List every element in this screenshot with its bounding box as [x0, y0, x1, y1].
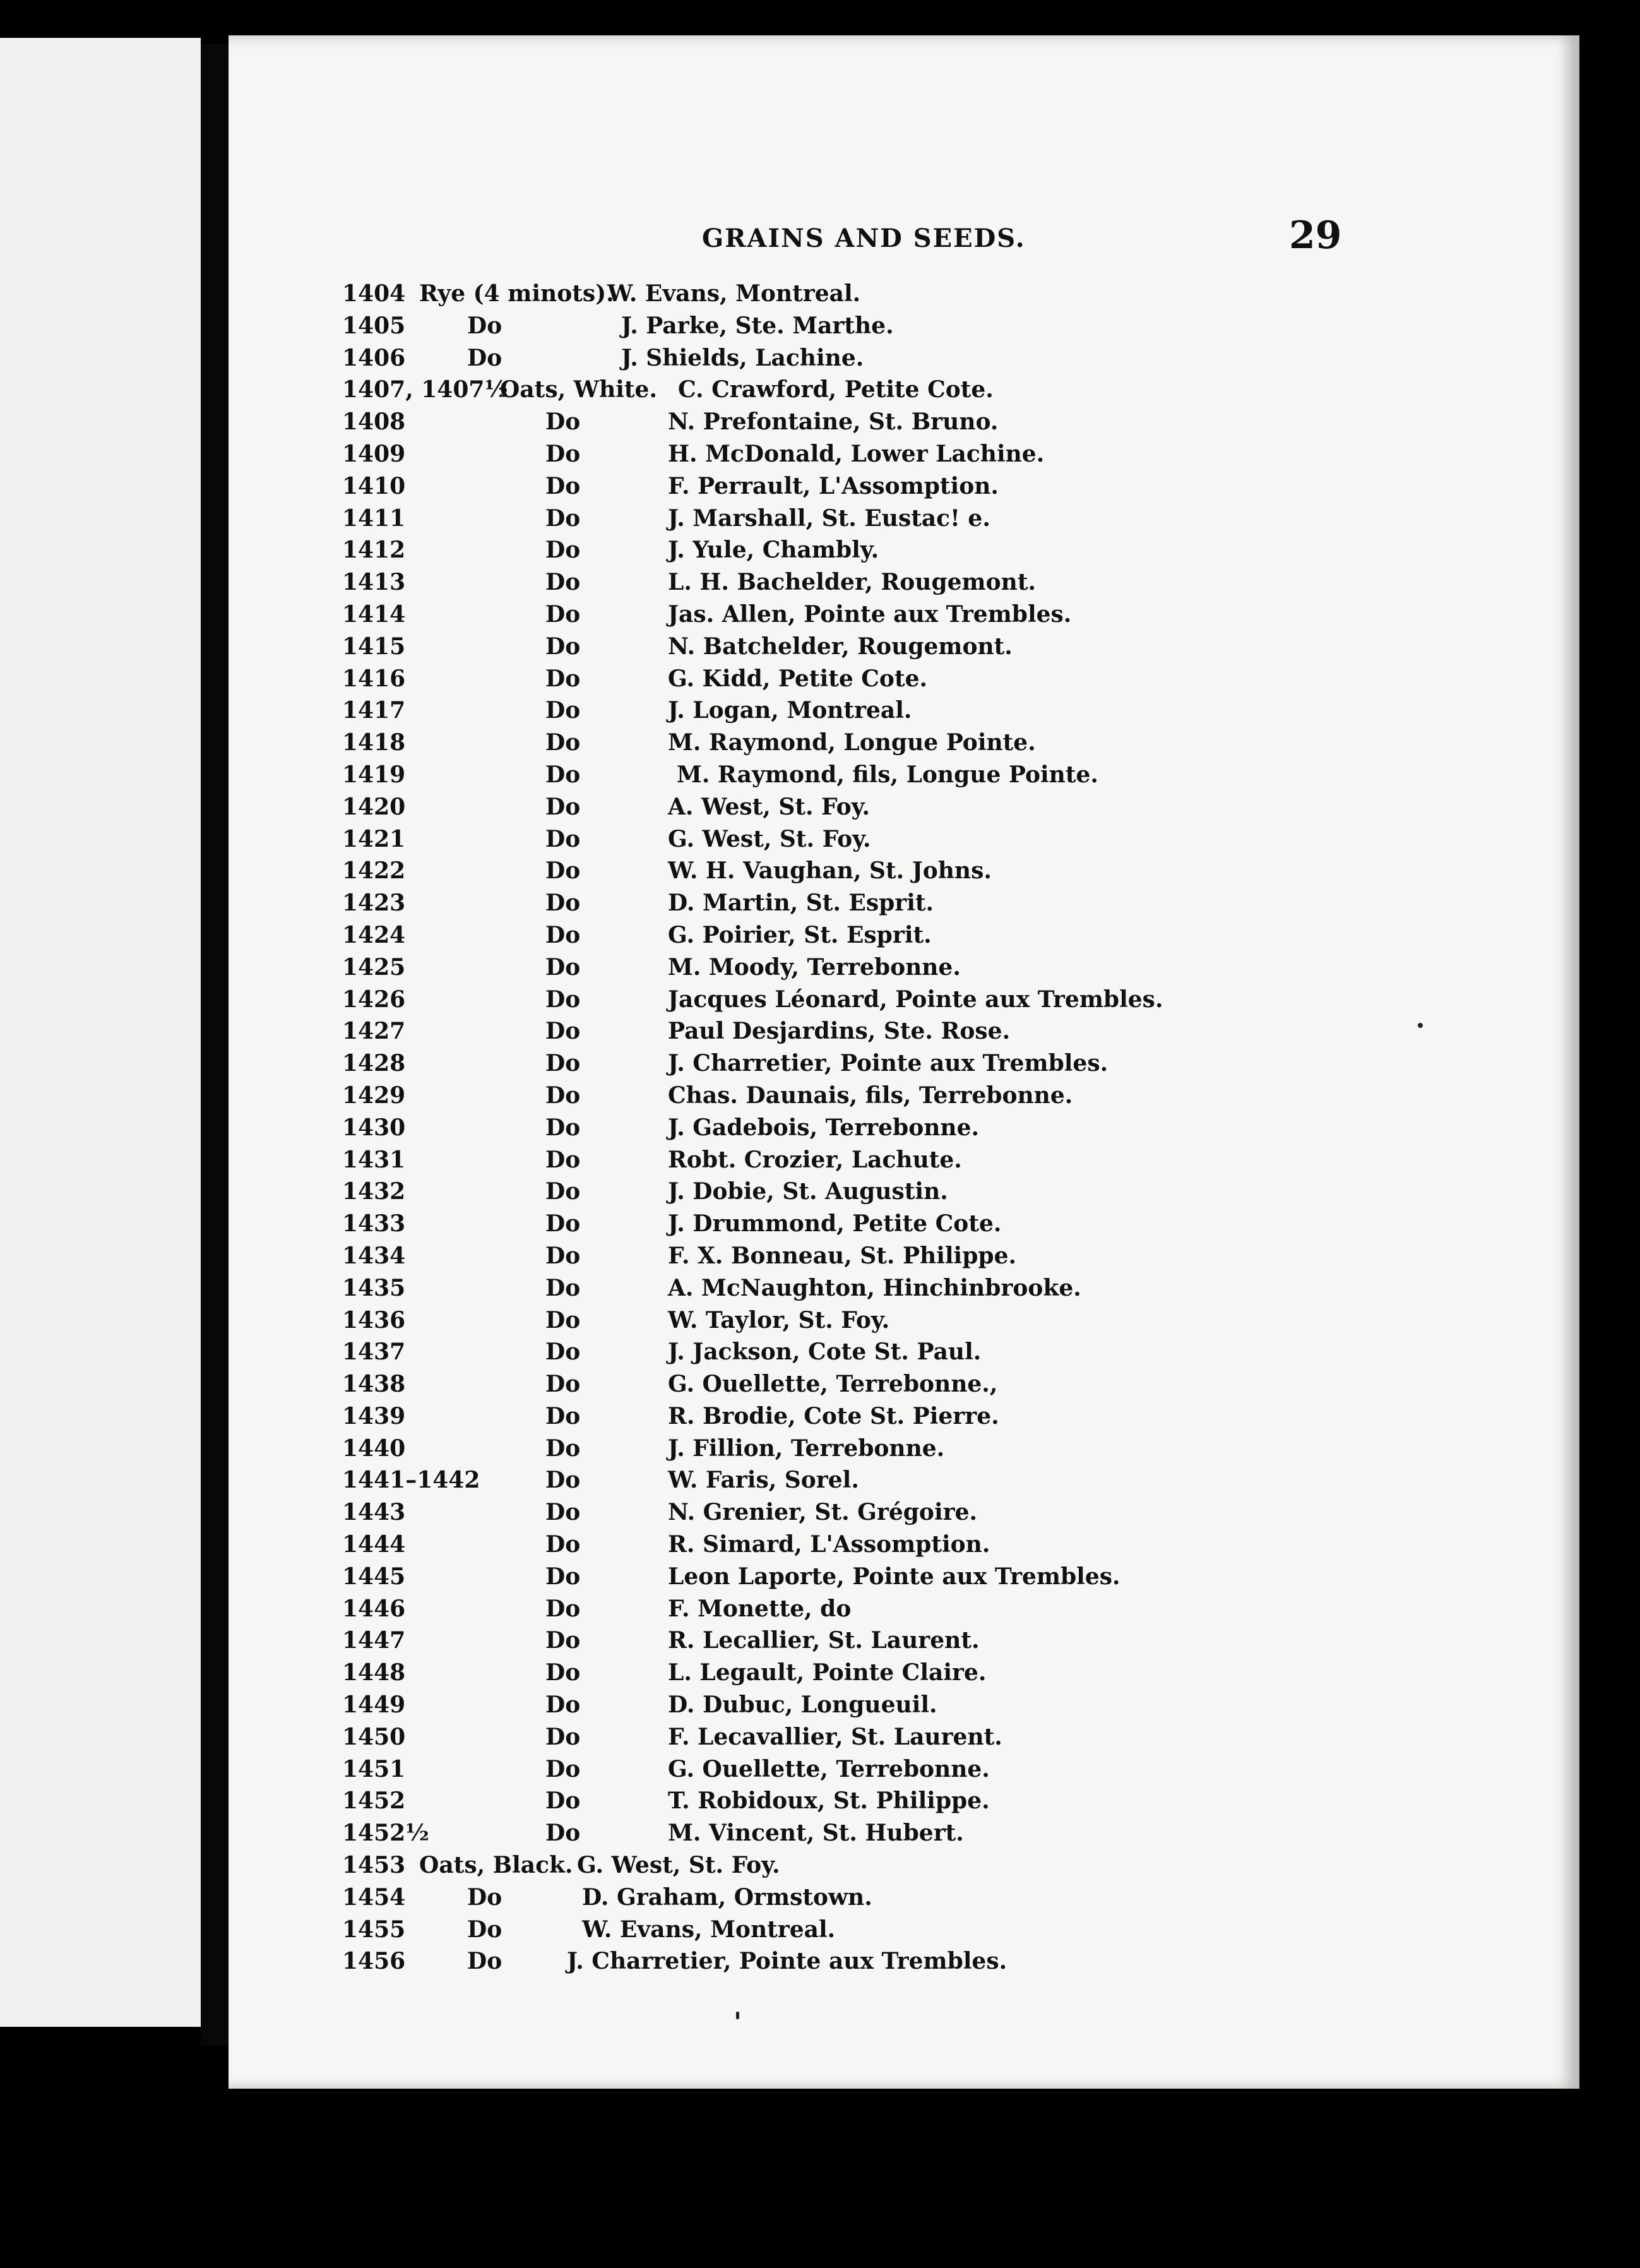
entry-kind: Do: [545, 1499, 581, 1526]
entry-kind: Oats, Black.: [419, 1852, 573, 1879]
entry-number: 1452½: [342, 1820, 429, 1847]
entry-exhibitor: Paul Desjardins, Ste. Rose.: [668, 1018, 1011, 1045]
entry-exhibitor: J. Drummond, Petite Cote.: [668, 1210, 1002, 1238]
entry-kind: Do: [545, 825, 581, 852]
entry-number: 1427: [342, 1018, 406, 1045]
entry-kind: Do: [545, 857, 581, 885]
entry-row: [342, 1433, 1415, 1465]
entry-row: [342, 342, 1415, 374]
entry-number: 1435: [342, 1274, 406, 1301]
entry-kind: Do: [545, 1723, 581, 1750]
entry-kind: Do: [545, 600, 581, 628]
entry-kind: Do: [467, 1883, 502, 1911]
entry-number: 1426: [342, 986, 406, 1013]
entry-kind: Do: [545, 1371, 581, 1398]
entry-kind: Do: [545, 953, 581, 981]
entry-number: 1434: [342, 1242, 406, 1269]
entry-number: 1455: [342, 1916, 406, 1943]
ink-speck: [736, 2012, 739, 2019]
entry-row: [342, 1176, 1415, 1208]
entry-number: 1417: [342, 697, 406, 724]
entry-exhibitor: J. Parke, Ste. Marthe.: [621, 312, 894, 339]
entry-exhibitor: W. Faris, Sorel.: [668, 1467, 859, 1494]
entry-exhibitor: J. Marshall, St. Eustac! e.: [668, 504, 990, 532]
entry-number: 1406: [342, 344, 406, 371]
page-number: 29: [1289, 213, 1342, 258]
entry-number: 1409: [342, 440, 406, 467]
entry-row: [342, 1208, 1415, 1240]
entry-number: 1412: [342, 537, 406, 564]
entry-number: 1419: [342, 761, 406, 788]
entry-number: 1441–1442: [342, 1467, 480, 1494]
entry-kind: Do: [545, 409, 581, 436]
entry-number: 1404: [342, 280, 406, 307]
entry-row: [342, 663, 1415, 695]
entry-exhibitor: J. Gadebois, Terrebonne.: [668, 1114, 980, 1141]
entry-number: 1432: [342, 1178, 406, 1205]
entry-number: 1413: [342, 569, 406, 596]
entry-exhibitor: D. Martin, St. Esprit.: [668, 890, 934, 917]
entry-row: [342, 1112, 1415, 1144]
entry-kind: Do: [545, 890, 581, 917]
entry-number: 1431: [342, 1146, 406, 1173]
entry-exhibitor: J. Yule, Chambly.: [668, 537, 879, 564]
entry-kind: Do: [545, 1146, 581, 1173]
entry-row: [342, 1882, 1415, 1914]
entry-row: [342, 566, 1415, 599]
entry-row: [342, 534, 1415, 566]
entry-kind: Do: [545, 1050, 581, 1077]
running-head: GRAINS AND SEEDS.: [702, 224, 1026, 253]
entry-row: [342, 1721, 1415, 1753]
entry-exhibitor: J. Logan, Montreal.: [668, 697, 912, 724]
entry-kind: Do: [545, 1755, 581, 1782]
entry-number: 1439: [342, 1402, 406, 1429]
entry-row: [342, 1945, 1415, 1978]
entry-row: [342, 727, 1415, 759]
entry-row: [342, 1817, 1415, 1849]
entry-exhibitor: J. Jackson, Cote St. Paul.: [668, 1339, 982, 1366]
entry-number: 1411: [342, 504, 406, 532]
entry-number: 1433: [342, 1210, 406, 1238]
entry-number: 1422: [342, 857, 406, 885]
entry-row: [342, 952, 1415, 984]
entry-exhibitor: J. Charretier, Pointe aux Trembles.: [668, 1050, 1108, 1077]
entry-number: 1444: [342, 1531, 406, 1558]
entry-exhibitor: N. Grenier, St. Grégoire.: [668, 1499, 978, 1526]
entry-row: [342, 1496, 1415, 1529]
entry-number: 1448: [342, 1659, 406, 1686]
entry-exhibitor: F. Perrault, L'Assomption.: [668, 472, 999, 499]
page: [229, 35, 1579, 2089]
entry-exhibitor: H. McDonald, Lower Lachine.: [668, 440, 1045, 467]
entry-exhibitor: G. Kidd, Petite Cote.: [668, 665, 928, 692]
entry-exhibitor: J. Dobie, St. Augustin.: [668, 1178, 948, 1205]
entry-kind: Do: [545, 1210, 581, 1238]
entry-row: [342, 791, 1415, 823]
entry-row: [342, 823, 1415, 856]
entry-exhibitor: G. Ouellette, Terrebonne.,: [668, 1371, 998, 1398]
entry-row: [342, 1914, 1415, 1946]
entry-kind: Do: [545, 1595, 581, 1622]
entry-number: 1451: [342, 1755, 406, 1782]
entry-row: [342, 1625, 1415, 1657]
entry-exhibitor: J. Shields, Lachine.: [621, 344, 864, 371]
entry-kind: Do: [545, 1178, 581, 1205]
entry-number: 1420: [342, 793, 406, 820]
entry-exhibitor: F. X. Bonneau, St. Philippe.: [668, 1242, 1017, 1269]
entry-kind: Do: [545, 761, 581, 788]
entry-exhibitor: A. McNaughton, Hinchinbrooke.: [668, 1274, 1081, 1301]
entry-exhibitor: F. Monette, do: [668, 1595, 852, 1622]
entry-kind: Do: [545, 1467, 581, 1494]
entry-row: [342, 1657, 1415, 1689]
entry-exhibitor: M. Moody, Terrebonne.: [668, 953, 961, 981]
entry-row: [342, 984, 1415, 1016]
entry-row: [342, 1400, 1415, 1433]
entry-kind: Do: [545, 1531, 581, 1558]
entry-kind: Do: [545, 1018, 581, 1045]
entry-kind: Do: [467, 344, 502, 371]
entry-exhibitor: F. Lecavallier, St. Laurent.: [668, 1723, 1002, 1750]
entry-number: 1436: [342, 1306, 406, 1334]
entry-exhibitor: M. Raymond, Longue Pointe.: [668, 729, 1036, 756]
entry-row: [342, 1561, 1415, 1593]
entry-exhibitor: M. Vincent, St. Hubert.: [668, 1820, 964, 1847]
entry-row: [342, 599, 1415, 631]
entry-number: 1452: [342, 1788, 406, 1815]
entry-exhibitor: R. Lecallier, St. Laurent.: [668, 1627, 980, 1654]
entry-row: [342, 278, 1415, 310]
entry-number: 1410: [342, 472, 406, 499]
entry-number: 1421: [342, 825, 406, 852]
entry-exhibitor: D. Dubuc, Longueuil.: [668, 1692, 937, 1719]
entry-number: 1454: [342, 1883, 406, 1911]
entry-exhibitor: W. Evans, Montreal.: [607, 280, 861, 307]
entry-exhibitor: N. Batchelder, Rougemont.: [668, 633, 1013, 660]
entry-row: [342, 1785, 1415, 1817]
entry-row: [342, 1464, 1415, 1496]
entry-row: [342, 1272, 1415, 1304]
entry-row: [342, 503, 1415, 535]
entry-number: 1425: [342, 953, 406, 981]
entry-row: [342, 919, 1415, 952]
entry-exhibitor: Chas. Daunais, fils, Terrebonne.: [668, 1082, 1073, 1109]
entry-number: 1446: [342, 1595, 406, 1622]
entry-number: 1424: [342, 921, 406, 948]
entry-exhibitor: J. Charretier, Pointe aux Trembles.: [567, 1948, 1007, 1975]
entry-row: [342, 1080, 1415, 1112]
entry-kind: Do: [545, 440, 581, 467]
entry-row: [342, 1689, 1415, 1721]
entry-number: 1405: [342, 312, 406, 339]
entry-exhibitor: Jacques Léonard, Pointe aux Trembles.: [668, 986, 1163, 1013]
entry-kind: Do: [545, 1402, 581, 1429]
entry-exhibitor: Robt. Crozier, Lachute.: [668, 1146, 962, 1173]
entry-exhibitor: W. Taylor, St. Foy.: [668, 1306, 890, 1334]
entry-kind: Do: [545, 1435, 581, 1462]
entry-exhibitor: L. H. Bachelder, Rougemont.: [668, 569, 1036, 596]
entry-exhibitor: A. West, St. Foy.: [668, 793, 870, 820]
entry-row: [342, 887, 1415, 919]
entry-exhibitor: G. Poirier, St. Esprit.: [668, 921, 932, 948]
entry-row: [342, 1015, 1415, 1047]
entry-kind: Oats, White.: [500, 376, 657, 403]
entry-row: [342, 1047, 1415, 1080]
entry-kind: Do: [545, 633, 581, 660]
entry-kind: Do: [545, 793, 581, 820]
book-gutter: [201, 44, 229, 2046]
entry-number: 1423: [342, 890, 406, 917]
entry-kind: Do: [545, 1659, 581, 1686]
entry-row: [342, 1336, 1415, 1368]
entry-number: 1407, 1407½: [342, 376, 509, 403]
entry-number: 1453: [342, 1852, 406, 1879]
entry-exhibitor: Leon Laporte, Pointe aux Trembles.: [668, 1563, 1120, 1590]
entry-kind: Do: [545, 504, 581, 532]
entry-exhibitor: Jas. Allen, Pointe aux Trembles.: [668, 600, 1072, 628]
entry-row: [342, 1753, 1415, 1786]
entry-exhibitor: G. West, St. Foy.: [668, 825, 871, 852]
entry-row: [342, 470, 1415, 503]
entry-number: 1449: [342, 1692, 406, 1719]
entry-exhibitor: M. Raymond, fils, Longue Pointe.: [677, 761, 1098, 788]
entry-kind: Do: [545, 1692, 581, 1719]
entry-number: 1418: [342, 729, 406, 756]
entry-kind: Do: [545, 1242, 581, 1269]
entry-row: [342, 406, 1415, 438]
entry-exhibitor: C. Crawford, Petite Cote.: [678, 376, 994, 403]
entry-row: [342, 695, 1415, 727]
entry-row: [342, 1144, 1415, 1176]
entry-kind: Do: [545, 1627, 581, 1654]
entry-exhibitor: W. Evans, Montreal.: [582, 1916, 836, 1943]
entry-row: [342, 1240, 1415, 1272]
entry-number: 1443: [342, 1499, 406, 1526]
entry-exhibitor: G. Ouellette, Terrebonne.: [668, 1755, 990, 1782]
entry-exhibitor: G. West, St. Foy.: [577, 1852, 780, 1879]
entry-kind: Do: [545, 729, 581, 756]
entry-number: 1437: [342, 1339, 406, 1366]
entry-kind: Do: [545, 986, 581, 1013]
entry-kind: Do: [545, 569, 581, 596]
entry-kind: Do: [545, 1274, 581, 1301]
entry-row: [342, 759, 1415, 791]
entry-kind: Do: [545, 1563, 581, 1590]
entry-kind: Do: [545, 1820, 581, 1847]
entry-row: [342, 1304, 1415, 1337]
entry-row: [342, 855, 1415, 887]
entry-kind: Rye (4 minots).: [419, 280, 614, 307]
entry-row: [342, 1529, 1415, 1561]
entry-kind: Do: [545, 1114, 581, 1141]
entry-row: [342, 374, 1415, 406]
entry-kind: Do: [545, 1082, 581, 1109]
entry-number: 1440: [342, 1435, 406, 1462]
entry-number: 1456: [342, 1948, 406, 1975]
entry-number: 1415: [342, 633, 406, 660]
entry-kind: Do: [467, 1948, 502, 1975]
entry-number: 1429: [342, 1082, 406, 1109]
entry-exhibitor: R. Simard, L'Assomption.: [668, 1531, 990, 1558]
entry-row: [342, 310, 1415, 342]
entry-kind: Do: [467, 1916, 502, 1943]
entry-kind: Do: [545, 1339, 581, 1366]
entry-kind: Do: [545, 537, 581, 564]
entry-exhibitor: W. H. Vaughan, St. Johns.: [668, 857, 992, 885]
entry-kind: Do: [545, 921, 581, 948]
entry-exhibitor: T. Robidoux, St. Philippe.: [668, 1788, 990, 1815]
entry-row: [342, 1849, 1415, 1882]
entry-row: [342, 631, 1415, 663]
entry-exhibitor: R. Brodie, Cote St. Pierre.: [668, 1402, 999, 1429]
entry-number: 1430: [342, 1114, 406, 1141]
entry-row: [342, 438, 1415, 470]
entry-kind: Do: [545, 665, 581, 692]
previous-page-strip: [0, 38, 201, 2027]
entry-number: 1445: [342, 1563, 406, 1590]
entry-number: 1414: [342, 600, 406, 628]
entry-row: [342, 1593, 1415, 1625]
entry-exhibitor: J. Fillion, Terrebonne.: [668, 1435, 945, 1462]
entry-exhibitor: D. Graham, Ormstown.: [582, 1883, 872, 1911]
entry-kind: Do: [545, 472, 581, 499]
entry-number: 1428: [342, 1050, 406, 1077]
entry-kind: Do: [545, 697, 581, 724]
entry-kind: Do: [545, 1788, 581, 1815]
entry-kind: Do: [545, 1306, 581, 1334]
entry-number: 1408: [342, 409, 406, 436]
entry-number: 1447: [342, 1627, 406, 1654]
entry-number: 1450: [342, 1723, 406, 1750]
entry-exhibitor: L. Legault, Pointe Claire.: [668, 1659, 987, 1686]
entry-number: 1416: [342, 665, 406, 692]
entry-exhibitor: N. Prefontaine, St. Bruno.: [668, 409, 999, 436]
entry-number: 1438: [342, 1371, 406, 1398]
entry-kind: Do: [467, 312, 502, 339]
ink-speck: [1418, 1023, 1423, 1028]
entry-list: [342, 278, 1415, 1978]
entry-row: [342, 1368, 1415, 1400]
